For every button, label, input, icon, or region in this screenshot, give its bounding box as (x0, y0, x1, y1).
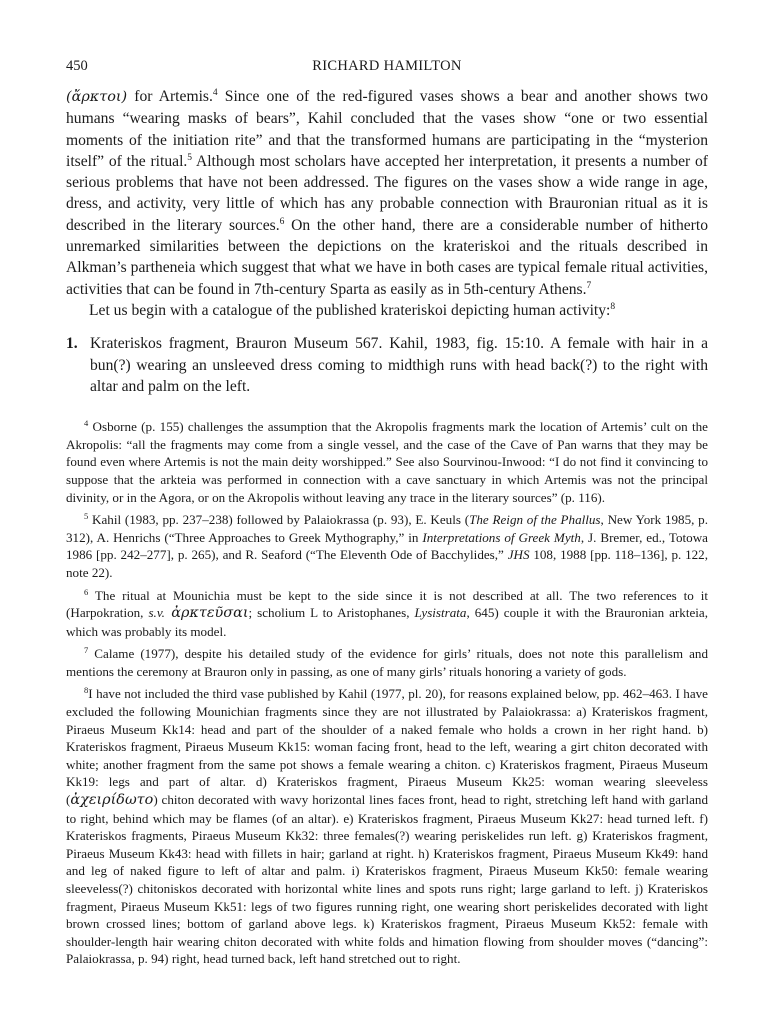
footnote-text: ) chiton decorated with wavy horizontal lines faces front, head to right, stretching left hand with garland to right, behind which may be flames (of an altar). e) Krateriskos fragment, Piraeus Museum Kk27: head turned left. f) Krateriskos fragments, Piraeus Museum Kk32: three females(?) wearing periskelides run left. g) Krateriskos fragment, Piraeus Museum Kk43: head with fillets in hair; garland at right. h) Krateriskos fragment, Piraeus Museum Kk49: hand and leg of naked figure to left of altar and palm. i) Krateriskos fragment, Piraeus Museum Kk50: female wearing sleeveless(?) chitoniskos decorated with horizontal white lines and spots runs right; large garland to left. j) Krateriskos fragment, Piraeus Museum Kk51: legs of two figures running right, one wearing short periskelides decorated with light brown crossed lines; bottom of garland above legs. k) Krateriskos fragment, Piraeus Museum Kk52: female with shoulder-length hair wearing chiton decorated with white folds and himation flowing from shoulder moves (“dancing”: Palaiokrassa, p. 94) right, head turned back, left hand stretched out to right. (66, 792, 708, 967)
page-number: 450 (66, 58, 88, 74)
text-segment: Although most scholars have accepted her interpretation, it presents a number of serious problems that have not been addressed. The figures on the vases show a wide range in age, dress, and activity, very little of which has any probable connection with Brauronian ritual as it is described in the literary sources. (66, 152, 708, 234)
running-head: RICHARD HAMILTON (312, 58, 462, 74)
footnote-text: Kahil (1983, pp. 237–238) followed by Palaiokrassa (p. 93), E. Keuls ( (88, 512, 470, 528)
footnote-text: I have not included the third vase published by Kahil (1977, pl. 20), for reasons explained below, pp. 462–463. I have excluded the following Mounichian fragments since they are not illustrated by Palaiokrassa: a) Krateriskos fragment, Piraeus Museum Kk14: head and part of the shoulder of a naked female who holds a crown in her right hand. b) Krateriskos fragment, Piraeus Museum Kk15: woman facing front, head to the left, wearing a girt chiton decorated with white; another fragment from the same pot shows a female wearing a chiton. c) Krateriskos fragment, Piraeus Museum Kk19: legs and part of altar. d) Krateriskos fragment, Piraeus Museum Kk25: woman wearing sleeveless ( (66, 686, 708, 808)
footnote-text: Osborne (p. 155) challenges the assumption that the Akropolis fragments mark the location of Artemis’ cult on the Akropolis: “all the fragments may come from a single vessel, and the case of the Cave of Pan warns that they may be found even where Artemis is not the main deity worshipped.” See also Sourvinou-Inwood: “I do not find it convincing to suppose that the arkteia was performed in connection with a cave sanctuary in which Artemis was not the principal divinity, or in the Agora, or on the Akropolis without leaving any trace in the literary sources” (p. 116). (66, 419, 708, 505)
footnote-number: 8 (84, 685, 89, 696)
footnote-number: 7 (84, 645, 89, 656)
footnote-text: The ritual at Mounichia must be kept to the side since it is not described at all. The two references to it (Harpokration, (66, 587, 708, 621)
footnote-text: Calame (1977), despite his detailed study of the evidence for girls’ rituals, does not note this parallelism and mentions the ceremony at Brauron only in passing, as one of many girls’ rituals honoring a variety of gods. (66, 646, 708, 679)
footnote-text: , 645) couple it with the Brauronian arkteia, which was probably its model. (66, 605, 709, 639)
text-segment: Let us begin with a catalogue of the published krateriskoi depicting human activity: (89, 301, 611, 319)
footnote-ref-8[interactable]: 8 (610, 301, 616, 312)
greek-term: (ἄρκτοι) (66, 89, 128, 105)
book-title: Interpretations of Greek Myth (422, 529, 581, 545)
footnote-text: ; scholium L to Aristophanes, (248, 605, 415, 621)
footnote-5 (66, 511, 708, 581)
body-text (66, 86, 708, 397)
greek-term: ἀρκτεῦσαι (164, 605, 249, 622)
journal-title: JHS (507, 547, 530, 563)
catalogue-text: Krateriskos fragment, Brauron Museum 567. Kahil, 1983, fig. 15:10. A female with hair in a bun(?) wearing an unsleeved dress coming to midthigh runs with head back(?) to the right with altar and palm on the left. (90, 335, 708, 395)
book-title: The Reign of the Phallus (469, 512, 601, 528)
footnotes (66, 418, 708, 968)
footnote-text: , J. Bremer, ed., Totowa 1986 [pp. 242–277], p. 265), and R. Seaford (“The Eleventh Ode of Bacchylides,” (66, 529, 708, 563)
footnote-number: 5 (84, 511, 89, 522)
footnote-number: 4 (84, 418, 89, 429)
page-header (66, 50, 708, 76)
footnote-ref-4[interactable]: 4 (212, 88, 218, 98)
catalogue-number: 1. (66, 335, 78, 353)
page (66, 50, 708, 973)
footnote-ref-6[interactable]: 6 (279, 216, 285, 227)
greek-term: ἀχειρίδωτο (70, 792, 154, 809)
footnote-4 (66, 418, 708, 506)
footnote-number: 6 (84, 586, 89, 597)
body-paragraph-2 (66, 300, 708, 321)
catalogue-item-1 (66, 333, 708, 397)
footnote-text: 108, 1988 [pp. 118–136], p. 122, note 22). (66, 547, 708, 580)
footnote-ref-5[interactable]: 5 (187, 152, 193, 163)
work-title: Lysistrata (414, 605, 467, 621)
text-segment: On the other hand, there are a considerable number of hitherto unremarked similarities between the depictions on the krateriskoi and the rituals described in Alkman’s partheneia which suggest that what we have in both cases are typical female ritual activities, activities that can be found in 7th-century Sparta as easily as in 5th-century Athens. (66, 216, 708, 298)
footnote-8 (66, 685, 708, 968)
footnote-ref-7[interactable]: 7 (586, 280, 592, 291)
text-segment: Since one of the red-figured vases shows a bear and another shows two humans “wearing masks of bears”, Kahil concluded that the vases show “one or two essential moments of the initiation rite” and that the transformed humans are participating in the “mysterion itself” of the ritual. (66, 88, 708, 170)
footnote-7 (66, 645, 708, 680)
body-paragraph-1 (66, 86, 708, 300)
text-segment: for Artemis. (127, 88, 213, 105)
abbreviation: s.v. (148, 605, 165, 621)
footnote-6 (66, 587, 708, 641)
footnote-text: , New York 1985, p. 312), A. Henrichs (“Three Approaches to Greek Mythography,” in (66, 512, 708, 545)
